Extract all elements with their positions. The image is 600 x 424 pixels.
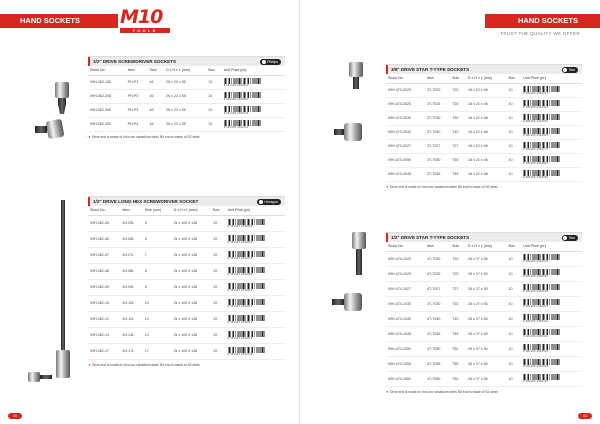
phillips-title-text: 1/2" DRIVE SCREWDRIVER SOCKETS (93, 59, 177, 64)
table-cell: 09H-062-306 (88, 103, 126, 117)
table-row (386, 97, 582, 111)
barcode-number: 8 681305 2365204 (523, 305, 549, 308)
table-cell: 10 (211, 247, 225, 263)
barcode-cell (521, 296, 582, 311)
table-cell: 26 x 27 x 55 (466, 266, 507, 281)
phillips-section (88, 56, 285, 139)
table-cell: 4H-10L (120, 295, 142, 311)
table-cell: 10 (143, 295, 172, 311)
table-cell: 8 (143, 263, 172, 279)
barcode-number: 8 681305 2365082 (523, 275, 549, 278)
col-item: Item (425, 242, 450, 251)
brand-logo-text: M10 (120, 6, 163, 28)
table-row (88, 263, 285, 279)
table-cell: 09H-062-05 (88, 215, 120, 231)
table-cell: 4T-T050 (425, 341, 450, 356)
table-cell: 09H-474-1040 (386, 311, 425, 326)
table-cell: 24 x 100 x 138 (172, 327, 212, 343)
barcode-cell (222, 103, 285, 117)
table-cell: 4H-06L (120, 231, 142, 247)
table-row (88, 103, 285, 117)
barcode-cell (521, 153, 582, 167)
table-row (386, 341, 582, 356)
barcode-cell (521, 266, 582, 281)
star-1-2-socket-image (350, 232, 368, 276)
table-row (88, 295, 285, 311)
table-cell: PH-P3 (126, 89, 148, 103)
table-cell: 18 x 22 x 48 (466, 167, 507, 181)
table-cell: 10 (507, 281, 522, 296)
table-cell: 10 (206, 103, 221, 117)
long-hex-section (88, 196, 285, 367)
long-hex-socket-image (52, 200, 74, 380)
table-cell: T27 (450, 281, 466, 296)
table-cell: 3T-T045 (425, 167, 450, 181)
table-cell: PH-P4 (126, 117, 148, 131)
barcode-number: 8 681305 2360735 (227, 352, 253, 356)
col-stock: Stock No. (386, 242, 425, 251)
table-cell: 7 (143, 247, 172, 263)
col-item: Item (126, 66, 148, 75)
table-row (386, 281, 582, 296)
table-cell: 09H-473-0045 (386, 167, 425, 181)
table-row (386, 125, 582, 139)
table-cell: T40 (450, 311, 466, 326)
table-cell: 18 x 22 x 48 (466, 125, 507, 139)
barcode-number: 8 681305 2364559 (523, 119, 549, 123)
barcode-cell (521, 111, 582, 125)
barcode-cell (521, 281, 582, 296)
long-hex-title-text: 1/2" DRIVE LONG HEX SCREWDRIVER SOCKET (93, 199, 199, 204)
table-cell: T25 (450, 266, 466, 281)
table-cell: #2 (148, 89, 165, 103)
table-cell: T50 (450, 341, 466, 356)
table-cell: 3T-T040 (425, 125, 450, 139)
table-cell: 09H-062-08 (88, 263, 120, 279)
table-cell: 4H-09L (120, 279, 142, 295)
table-row (88, 75, 285, 89)
table-cell: 10 (211, 215, 225, 231)
barcode-cell (521, 125, 582, 139)
col-size: Size (148, 66, 165, 75)
table-row (386, 326, 582, 341)
table-row (88, 247, 285, 263)
star-3-8-section (386, 64, 582, 189)
col-dims: D x H x L (mm) (164, 66, 206, 75)
table-row (386, 311, 582, 326)
table-cell: 4H-17L (120, 343, 142, 359)
phillips-note: ▼ Drive end is made of chro-mo vanadium steel, Bit end is made of S2 steel. (88, 135, 285, 139)
star-3-8-section-title (386, 65, 582, 74)
col-price: Unit Price (pc) (521, 242, 582, 251)
barcode-number: 8 681305 2360179 (227, 256, 253, 260)
table-cell: 10 (211, 295, 225, 311)
table-cell: 4T-T027 (425, 281, 450, 296)
star-3-8-title-text: 3/8" DRIVE STAR T-TYPE SOCKETS (391, 67, 470, 72)
barcode-number: 8 681305 2360063 (227, 240, 253, 244)
table-cell: 09H-062-06 (88, 231, 120, 247)
table-row (88, 343, 285, 359)
barcode-number: 8 681305 2364979 (523, 260, 549, 263)
table-cell: 4T-T040 (425, 311, 450, 326)
table-cell: 18 x 22 x 48 (466, 111, 507, 125)
table-cell: 5 (143, 215, 172, 231)
table-cell: 26 x 22 x 55 (164, 89, 206, 103)
table-cell: 10 (507, 97, 522, 111)
phillips-badge: Phillips (260, 59, 281, 65)
table-cell: 10 (211, 311, 225, 327)
star-3-8-angled-image (332, 120, 366, 146)
table-cell: 10 (211, 231, 225, 247)
phillips-table (88, 66, 285, 132)
table-cell: 10 (507, 111, 522, 125)
table-cell: T27 (450, 139, 466, 153)
table-cell: T30 (450, 111, 466, 125)
col-box: Box (206, 66, 221, 75)
barcode-cell (521, 311, 582, 326)
table-cell: 10 (507, 341, 522, 356)
table-cell: 26 x 22 x 55 (164, 103, 206, 117)
col-price: Unit Price (pc) (521, 74, 582, 83)
table-row (386, 251, 582, 266)
table-cell: 10 (507, 153, 522, 167)
col-stock: Stock No. (386, 74, 425, 83)
table-cell: 6 (143, 231, 172, 247)
table-cell: 26 x 27 x 55 (466, 371, 507, 386)
col-dims: D x H x L (mm) (172, 206, 212, 215)
star-3-8-socket-image (346, 62, 366, 90)
star-1-2-table (386, 242, 582, 387)
col-stock: Stock No. (88, 206, 120, 215)
barcode-number: 8 681305 2360513 (227, 320, 253, 324)
table-cell: 09H-062-07 (88, 247, 120, 263)
table-cell: T20 (450, 251, 466, 266)
barcode-number: 8 681305 2365532 (523, 350, 549, 353)
table-cell: 3T-T030 (425, 111, 450, 125)
barcode-number: 8 681305 2360629 (227, 336, 253, 340)
col-size: Size (mm) (143, 206, 172, 215)
star-1-2-note: ▼ Drive end is made of chro-mo vanadium steel, Bit end is made of S2 steel. (386, 390, 582, 394)
barcode-cell (226, 295, 285, 311)
table-cell: T40 (450, 125, 466, 139)
star-1-2-badge: Star (562, 235, 578, 241)
col-box: Box (211, 206, 225, 215)
table-cell: T25 (450, 97, 466, 111)
barcode-number: 8 681305 2364771 (523, 147, 549, 151)
table-cell: 26 x 27 x 55 (466, 281, 507, 296)
table-cell: 12 (143, 311, 172, 327)
table-cell: 09H-474-1050 (386, 341, 425, 356)
table-cell: 10 (507, 251, 522, 266)
col-dims: D x H x L (mm) (466, 242, 507, 251)
table-cell: 4T-T045 (425, 326, 450, 341)
table-cell: 10 (507, 356, 522, 371)
table-cell: 09H-062-10 (88, 295, 120, 311)
barcode-cell (521, 371, 582, 386)
table-cell: 10 (507, 371, 522, 386)
table-cell: 09H-062-106 (88, 75, 126, 89)
barcode-cell (226, 231, 285, 247)
table-row (386, 296, 582, 311)
table-cell: 09H-473-0025 (386, 97, 425, 111)
table-cell: 10 (507, 266, 522, 281)
barcode-cell (521, 97, 582, 111)
right-header-bar: HAND SOCKETS (485, 14, 600, 28)
table-cell: 09H-474-1055 (386, 356, 425, 371)
left-page-number: 40 (8, 413, 22, 419)
table-cell: PH-P3 (126, 103, 148, 117)
star-1-2-angled-image (330, 290, 366, 314)
table-cell: T20 (450, 83, 466, 97)
star-1-2-title-text: 1/2" DRIVE STAR T-TYPE SOCKETS (391, 235, 470, 240)
star-3-8-note: ▼ Drive end is made of chro-mo vanadium steel, Bit end is made of S2 steel. (386, 185, 582, 189)
phillips-socket-image (50, 82, 74, 116)
table-cell: #4 (148, 117, 165, 131)
table-cell: 24 x 100 x 138 (172, 247, 212, 263)
barcode-number: 8 681305 2364665 (523, 133, 549, 137)
table-cell: 17 (143, 343, 172, 359)
col-item: Item (425, 74, 450, 83)
table-row (88, 215, 285, 231)
table-cell: 4H-05L (120, 215, 142, 231)
table-cell: 26 x 27 x 55 (466, 296, 507, 311)
table-cell: 4H-08L (120, 263, 142, 279)
barcode-cell (226, 263, 285, 279)
table-cell: 10 (507, 167, 522, 181)
table-cell: 10 (507, 326, 522, 341)
table-cell: 4H-12L (120, 311, 142, 327)
table-cell: 09H-473-0027 (386, 139, 425, 153)
long-hex-note: ▼ Drive end is made of chro-mo vanadium steel, Bit end is made of S2 steel. (88, 363, 285, 367)
table-cell: 26 x 27 x 55 (466, 341, 507, 356)
table-row (88, 279, 285, 295)
table-row (88, 117, 285, 131)
table-cell: #3 (148, 103, 165, 117)
table-cell: 24 x 100 x 138 (172, 215, 212, 231)
table-cell: 3T-T050 (425, 153, 450, 167)
phillips-section-title (88, 57, 285, 66)
barcode-number: 8 681305 2359950 (227, 224, 253, 228)
table-row (386, 356, 582, 371)
barcode-cell (226, 311, 285, 327)
barcode-number: 8 681305 2365198 (523, 290, 549, 293)
barcode-cell (226, 215, 285, 231)
barcode-cell (521, 326, 582, 341)
col-size: Size (450, 242, 466, 251)
table-row (88, 311, 285, 327)
table-cell: 10 (211, 263, 225, 279)
table-cell: 09H-062-12 (88, 311, 120, 327)
table-cell: 09H-062-409 (88, 117, 126, 131)
barcode-number: 8 681305 2360407 (227, 304, 253, 308)
table-cell: 10 (211, 343, 225, 359)
table-cell: 24 x 100 x 138 (172, 311, 212, 327)
long-hex-table (88, 206, 285, 360)
table-cell: T50 (450, 153, 466, 167)
barcode-number: 8 681305 2364443 (523, 105, 549, 109)
table-cell: 10 (211, 279, 225, 295)
table-cell: 4T-T020 (425, 251, 450, 266)
table-cell: PH-P3 (126, 75, 148, 89)
col-dims: D x H x L (mm) (466, 74, 507, 83)
table-cell: 09H-473-0030 (386, 111, 425, 125)
barcode-number: 8 681305 2365310 (523, 320, 549, 323)
long-hex-section-title (88, 197, 285, 206)
table-cell: 18 x 22 x 48 (466, 97, 507, 111)
barcode-cell (226, 247, 285, 263)
table-cell: T45 (450, 167, 466, 181)
table-cell: #1 (148, 75, 165, 89)
table-cell: 26 x 22 x 55 (164, 75, 206, 89)
table-cell: 24 x 100 x 138 (172, 231, 212, 247)
table-row (88, 231, 285, 247)
table-cell: 10 (206, 89, 221, 103)
table-cell: T60 (450, 371, 466, 386)
col-box: Box (507, 74, 522, 83)
table-cell: 09H-062-17 (88, 343, 120, 359)
barcode-cell (226, 327, 285, 343)
table-cell: 4T-T055 (425, 356, 450, 371)
barcode-cell (521, 83, 582, 97)
table-cell: 10 (211, 327, 225, 343)
table-cell: 09H-474-1027 (386, 281, 425, 296)
table-cell: 26 x 27 x 55 (466, 251, 507, 266)
table-cell: 3T-T025 (425, 97, 450, 111)
table-cell: 09H-473-0020 (386, 83, 425, 97)
table-row (386, 167, 582, 181)
table-cell: 4H-07L (120, 247, 142, 263)
table-cell: 9 (143, 279, 172, 295)
right-page-number: 41 (578, 413, 592, 419)
barcode-number: 8 681305 2360902 (223, 97, 249, 101)
table-cell: 18 x 22 x 48 (466, 139, 507, 153)
table-row (386, 153, 582, 167)
table-cell: 10 (507, 83, 522, 97)
table-row (386, 139, 582, 153)
table-cell: T55 (450, 356, 466, 371)
col-price: Unit Price (pc) (222, 66, 285, 75)
table-cell: 4T-T030 (425, 296, 450, 311)
table-cell: 26 x 27 x 55 (466, 311, 507, 326)
table-cell: 4H-14L (120, 327, 142, 343)
table-cell: 09H-062-208 (88, 89, 126, 103)
table-row (386, 111, 582, 125)
barcode-number: 8 681305 2365426 (523, 335, 549, 338)
table-cell: 26 x 22 x 55 (164, 117, 206, 131)
table-cell: 14 (143, 327, 172, 343)
brand-logo (120, 8, 174, 34)
table-cell: 10 (507, 311, 522, 326)
table-cell: 09H-474-1045 (386, 326, 425, 341)
table-cell: 4T-T025 (425, 266, 450, 281)
table-cell: 3T-T027 (425, 139, 450, 153)
table-cell: T45 (450, 326, 466, 341)
table-row (88, 327, 285, 343)
barcode-number: 8 681305 2361015 (223, 111, 249, 115)
table-cell: 26 x 27 x 55 (466, 326, 507, 341)
barcode-number: 8 681305 2365648 (523, 365, 549, 368)
table-cell: 09H-473-0040 (386, 125, 425, 139)
table-row (386, 371, 582, 386)
table-cell: 10 (206, 75, 221, 89)
barcode-number: 8 681305 2361121 (223, 125, 249, 129)
barcode-number: 8 681305 2360391 (227, 288, 253, 292)
long-hex-badge: Hexagon (257, 199, 281, 205)
table-cell: 09H-474-1025 (386, 266, 425, 281)
barcode-cell (521, 356, 582, 371)
table-cell: 09H-473-0050 (386, 153, 425, 167)
col-item: Item (120, 206, 142, 215)
table-cell: 24 x 100 x 138 (172, 279, 212, 295)
table-cell: 18 x 22 x 48 (466, 153, 507, 167)
barcode-cell (521, 167, 582, 181)
table-cell: 09H-062-09 (88, 279, 120, 295)
brand-strip: TOOLS (120, 28, 170, 33)
table-cell: 4T-T060 (425, 371, 450, 386)
barcode-number: 8 681305 2364337 (523, 91, 549, 95)
table-cell: T30 (450, 296, 466, 311)
tagline: TRUST THE QUALITY WE OFFER (500, 31, 580, 36)
table-cell: 18 x 22 x 48 (466, 83, 507, 97)
barcode-number: 8 681305 2360285 (227, 272, 253, 276)
table-cell: 09H-474-1030 (386, 296, 425, 311)
barcode-cell (226, 343, 285, 359)
star-1-2-section (386, 232, 582, 394)
barcode-cell (222, 75, 285, 89)
table-cell: 24 x 100 x 138 (172, 343, 212, 359)
right-page (300, 0, 600, 424)
col-box: Box (507, 242, 522, 251)
barcode-cell (222, 89, 285, 103)
col-stock: Stock No. (88, 66, 126, 75)
phillips-socket-angled-image (33, 118, 67, 142)
table-cell: 09H-474-1020 (386, 251, 425, 266)
table-cell: 10 (507, 296, 522, 311)
table-cell: 26 x 27 x 55 (466, 356, 507, 371)
col-size: Size (450, 74, 466, 83)
long-hex-tip-image (26, 368, 54, 386)
table-row (386, 266, 582, 281)
table-cell: 10 (206, 117, 221, 131)
barcode-cell (226, 279, 285, 295)
star-3-8-table (386, 74, 582, 182)
barcode-number: 8 681305 2364993 (523, 175, 549, 179)
table-cell: 24 x 100 x 138 (172, 295, 212, 311)
table-cell: 09H-474-1060 (386, 371, 425, 386)
table-cell: 09H-062-14 (88, 327, 120, 343)
star-3-8-badge: Star (562, 67, 578, 73)
barcode-cell (521, 251, 582, 266)
table-cell: 3T-T020 (425, 83, 450, 97)
barcode-cell (521, 341, 582, 356)
barcode-number: 8 681305 2365754 (523, 380, 549, 383)
table-row (386, 83, 582, 97)
table-cell: 24 x 100 x 138 (172, 263, 212, 279)
left-header-bar: HAND SOCKETS (0, 14, 118, 28)
star-1-2-section-title (386, 233, 582, 242)
table-row (88, 89, 285, 103)
barcode-cell (222, 117, 285, 131)
barcode-cell (521, 139, 582, 153)
table-cell: 10 (507, 139, 522, 153)
barcode-number: 8 681305 2364887 (523, 161, 549, 165)
table-cell: 10 (507, 125, 522, 139)
col-price: Unit Price (pc) (226, 206, 285, 215)
barcode-number: 8 681305 2360810 (223, 83, 249, 87)
